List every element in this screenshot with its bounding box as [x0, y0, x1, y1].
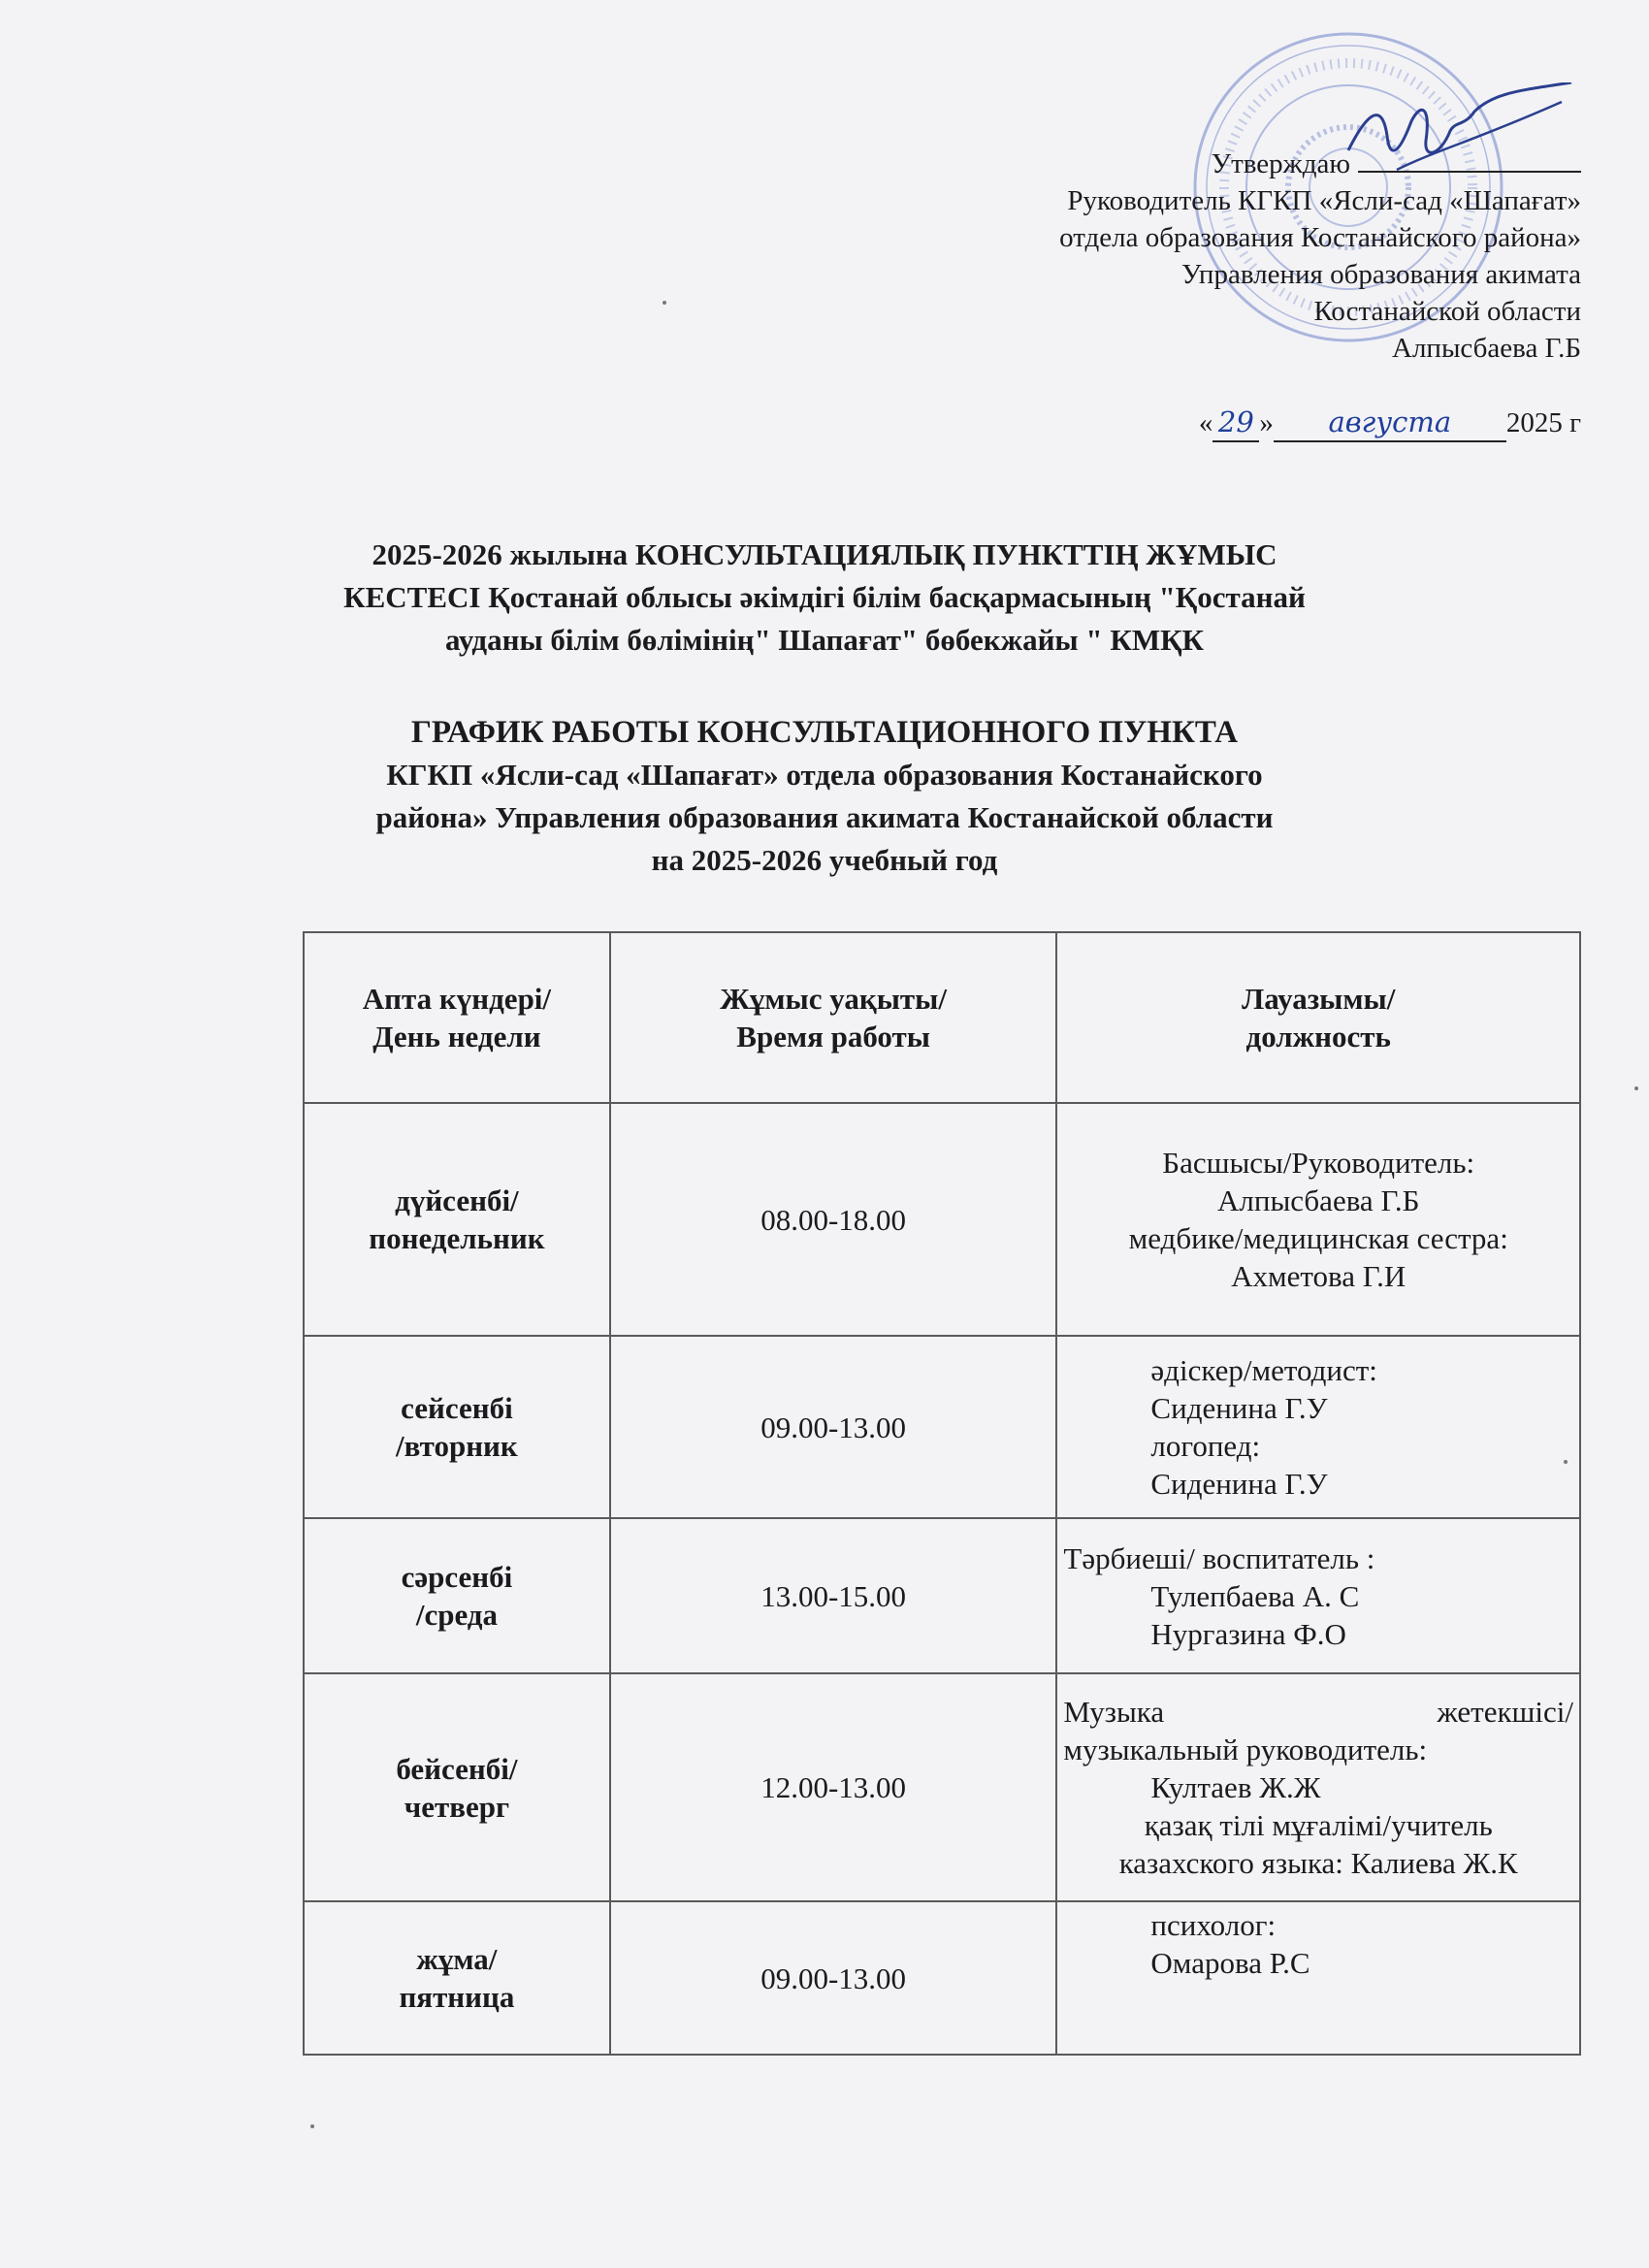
- position-text: қазақ тілі мұғалімі/учитель: [1144, 1808, 1493, 1842]
- position-text: Тулепбаева А. С: [1150, 1578, 1360, 1613]
- date-open-quote: «: [1198, 407, 1213, 438]
- header-text: Апта күндері/: [362, 982, 552, 1016]
- position-text: Сиденина Г.У: [1150, 1391, 1328, 1425]
- position-text: жетекшісі/: [1437, 1695, 1573, 1729]
- table-row: [304, 1673, 1580, 1901]
- title-kazakh: [340, 534, 1310, 662]
- title-ru-line: на 2025-2026 учебный год: [651, 843, 998, 877]
- position-text: психолог:: [1150, 1908, 1277, 1942]
- table-header-row: [304, 932, 1580, 1103]
- position-text: Алпысбаева Г.Б: [1217, 1183, 1420, 1217]
- header-text: Жұмыс уақыты/: [720, 982, 947, 1016]
- day-text: сейсенбі: [401, 1391, 513, 1425]
- day-text: /среда: [415, 1598, 498, 1632]
- approve-label: Утверждаю: [1211, 148, 1350, 179]
- approval-line: Руководитель КГКП «Ясли-сад «Шапағат»: [1067, 185, 1581, 216]
- title-kz-line: ауданы білім бөлімінің" Шапағат" бөбекжайы " КМҚК: [444, 623, 1205, 657]
- position-text: Нургазина Ф.О: [1150, 1616, 1346, 1651]
- position-cell: [1056, 1518, 1580, 1673]
- day-text: четверг: [404, 1789, 510, 1824]
- day-cell: [304, 1673, 610, 1901]
- position-text: Омарова Р.С: [1150, 1946, 1310, 1980]
- table-row: [304, 1336, 1580, 1518]
- day-text: дүйсенбі/: [395, 1183, 519, 1217]
- position-text: логопед:: [1150, 1429, 1261, 1463]
- table-row: [304, 1103, 1580, 1336]
- scan-speck: [1564, 1460, 1568, 1464]
- day-cell: [304, 1518, 610, 1673]
- header-text: Лауазымы/: [1242, 982, 1396, 1016]
- position-text: Басшысы/Руководитель:: [1162, 1146, 1475, 1180]
- time-cell: 08.00-18.00: [610, 1103, 1057, 1336]
- time-cell: 12.00-13.00: [610, 1673, 1057, 1901]
- approve-label-line: [902, 146, 1581, 182]
- day-cell: [304, 1901, 610, 2055]
- approval-line: Управления образования акимата: [1180, 259, 1581, 290]
- scan-speck: [1634, 1086, 1638, 1090]
- title-russian: [340, 711, 1310, 882]
- position-text: Музыка: [1063, 1695, 1165, 1729]
- date-day: 29: [1212, 404, 1259, 442]
- header-text: должность: [1245, 1020, 1391, 1053]
- approval-line: Алпысбаева Г.Б: [1392, 333, 1581, 364]
- schedule-table: [303, 931, 1581, 2056]
- position-text: музыкальный руководитель:: [1063, 1733, 1428, 1766]
- time-cell: 09.00-13.00: [610, 1336, 1057, 1518]
- day-text: жұма/: [416, 1942, 498, 1976]
- day-cell: [304, 1336, 610, 1518]
- header-text: День недели: [372, 1020, 541, 1053]
- position-text: Култаев Ж.Ж: [1150, 1770, 1321, 1804]
- title-ru-line: ГРАФИК РАБОТЫ КОНСУЛЬТАЦИОННОГО ПУНКТА: [410, 715, 1239, 750]
- position-cell: [1056, 1103, 1580, 1336]
- position-cell: [1056, 1336, 1580, 1518]
- title-kz-line: КЕСТЕСІ Қостанай облысы әкімдігі білім басқармасының "Қостанай: [343, 580, 1306, 614]
- signature-line: [1358, 146, 1581, 173]
- title-kz-line: 2025-2026 жылына КОНСУЛЬТАЦИЯЛЫҚ ПУНКТТІҢ ЖҰМЫС: [372, 537, 1277, 571]
- scan-speck: [310, 2124, 314, 2128]
- day-text: пятница: [399, 1980, 515, 2014]
- table-row: [304, 1518, 1580, 1673]
- day-text: бейсенбі/: [396, 1751, 518, 1786]
- position-text: Ахметова Г.И: [1231, 1259, 1406, 1293]
- position-cell: [1056, 1673, 1580, 1901]
- date-month: августа: [1274, 404, 1506, 442]
- day-text: сәрсенбі: [401, 1560, 513, 1594]
- title-ru-line: КГКП «Ясли-сад «Шапағат» отдела образования Костанайского: [386, 758, 1263, 792]
- header-time: [610, 932, 1057, 1103]
- position-text: әдіскер/методист:: [1150, 1353, 1377, 1387]
- approval-date: [902, 404, 1581, 442]
- header-text: Время работы: [736, 1020, 930, 1053]
- title-ru-line: района» Управления образования акимата Костанайской области: [375, 800, 1274, 834]
- date-close-quote: »: [1259, 407, 1274, 438]
- time-cell: 09.00-13.00: [610, 1901, 1057, 2055]
- scan-speck: [663, 301, 666, 305]
- position-text: Сиденина Г.У: [1150, 1467, 1328, 1501]
- position-text: казахского языка: Калиева Ж.К: [1118, 1846, 1518, 1880]
- position-cell: [1056, 1901, 1580, 2055]
- position-text: Тәрбиеші/ воспитатель :: [1063, 1540, 1375, 1575]
- day-text: /вторник: [396, 1429, 518, 1463]
- table-row: [304, 1901, 1580, 2055]
- header-day: [304, 932, 610, 1103]
- approval-block: [902, 146, 1581, 442]
- position-text-justified: [1063, 1693, 1573, 1731]
- day-cell: [304, 1103, 610, 1336]
- time-cell: 13.00-15.00: [610, 1518, 1057, 1673]
- header-position: [1056, 932, 1580, 1103]
- date-year: 2025 г: [1505, 407, 1581, 438]
- approval-line: Костанайской области: [1313, 296, 1581, 327]
- position-text: медбике/медицинская сестра:: [1128, 1221, 1508, 1255]
- day-text: понедельник: [369, 1221, 545, 1255]
- approval-line: отдела образования Костанайского района»: [1059, 222, 1581, 253]
